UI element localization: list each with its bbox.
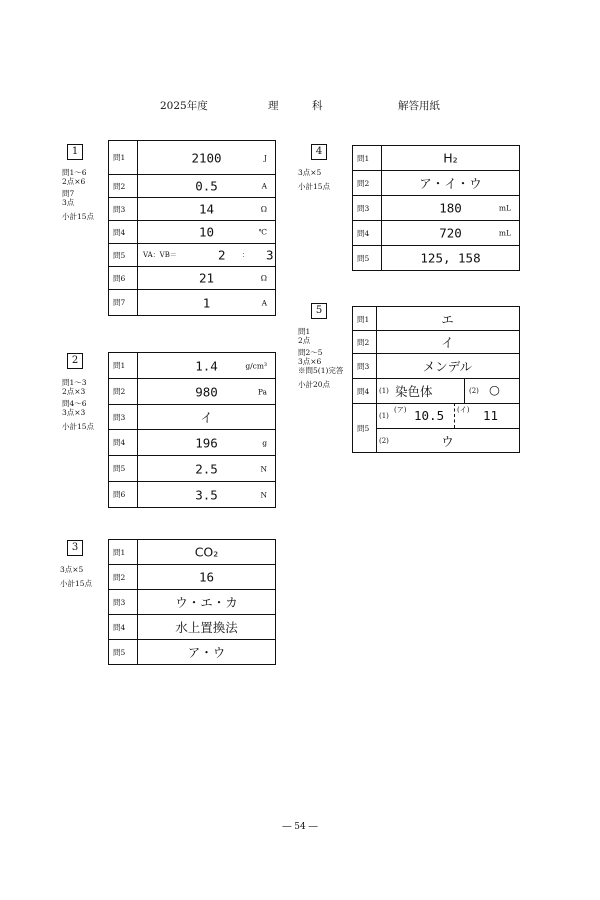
table-row bbox=[353, 171, 520, 196]
table-row bbox=[109, 430, 276, 456]
table-row bbox=[109, 198, 276, 221]
table-row bbox=[109, 290, 276, 316]
question-label: 問3 bbox=[109, 198, 138, 221]
table-row bbox=[109, 590, 276, 615]
question-label: 問5 bbox=[109, 456, 138, 482]
answer-cell: 16 bbox=[138, 565, 276, 590]
question-label: 問2 bbox=[109, 379, 138, 405]
answer-q5-1-a: 10.5 bbox=[414, 408, 445, 423]
answer-cell: 14 Ω bbox=[138, 198, 276, 221]
subpart-label: (2) bbox=[379, 437, 389, 445]
question-label: 問5 bbox=[109, 244, 138, 267]
table-row bbox=[109, 141, 276, 175]
question-label: 問2 bbox=[357, 338, 370, 347]
question-label: 問3 bbox=[357, 362, 370, 371]
answer-cell: 1 A bbox=[138, 290, 276, 316]
section-3-notes: 3点×5 小計15点 bbox=[60, 565, 93, 588]
table-row bbox=[109, 640, 276, 665]
question-label: 問5 bbox=[109, 640, 138, 665]
answer-q4-2: ○ bbox=[489, 382, 500, 397]
table-row bbox=[353, 146, 520, 171]
question-label: 問2 bbox=[353, 171, 382, 196]
answer-q5-1-b: 11 bbox=[483, 408, 499, 423]
answer-cell: イ bbox=[138, 405, 276, 430]
answer-cell: ア・イ・ウ bbox=[382, 171, 520, 196]
ratio-separator: ： bbox=[242, 251, 249, 259]
section-4-table bbox=[352, 145, 520, 271]
table-row bbox=[109, 456, 276, 482]
answer-cell: 125, 158 bbox=[382, 246, 520, 271]
question-label: 問7 bbox=[109, 290, 138, 316]
table-row bbox=[109, 221, 276, 244]
question-label: 問4 bbox=[353, 221, 382, 246]
section-5-notes: 問1 2点 問2～5 3点×6 ※問5(1)完答 小計20点 bbox=[298, 327, 344, 389]
header-year: 2025年度 bbox=[160, 100, 208, 112]
question-label: 問4 bbox=[109, 430, 138, 456]
table-row bbox=[109, 615, 276, 640]
ratio-value-b: 3 bbox=[266, 247, 274, 263]
section-3-number: 3 bbox=[67, 540, 83, 556]
ratio-value-a: 2 bbox=[218, 247, 226, 263]
answer-cell: ウ・エ・カ bbox=[138, 590, 276, 615]
section-5-number: 5 bbox=[311, 303, 327, 319]
question-label: 問4 bbox=[357, 387, 370, 396]
subpart-label: (2) bbox=[469, 387, 479, 395]
question-label: 問4 bbox=[109, 615, 138, 640]
answer-cell: ア・ウ bbox=[138, 640, 276, 665]
header-title: 解答用紙 bbox=[398, 100, 440, 112]
answer-cell: 10 ℃ bbox=[138, 221, 276, 244]
question-label: 問3 bbox=[353, 196, 382, 221]
question-label: 問1 bbox=[109, 141, 138, 175]
question-label: 問5 bbox=[353, 246, 382, 271]
question-label: 問1 bbox=[109, 353, 138, 379]
table-row bbox=[109, 267, 276, 290]
question-label: 問4 bbox=[109, 221, 138, 244]
question-label: 問5 bbox=[357, 424, 370, 433]
answer-cell: 1.4 g/cm³ bbox=[138, 353, 276, 379]
answer-cell: 水上置換法 bbox=[138, 615, 276, 640]
table-row bbox=[109, 379, 276, 405]
answer-cell: 21 Ω bbox=[138, 267, 276, 290]
answer-cell: 720 mL bbox=[382, 221, 520, 246]
header-subject-1: 理 bbox=[268, 100, 279, 112]
section-1-table bbox=[108, 140, 276, 316]
table-row bbox=[109, 540, 276, 565]
answer-cell: 180 mL bbox=[382, 196, 520, 221]
answer-cell: 2.5 N bbox=[138, 456, 276, 482]
table-row bbox=[109, 565, 276, 590]
answer-q3: メンデル bbox=[422, 359, 473, 374]
table-row bbox=[109, 405, 276, 430]
question-label: 問3 bbox=[109, 590, 138, 615]
table-row bbox=[109, 353, 276, 379]
section-4-number: 4 bbox=[311, 144, 327, 160]
page-number: ― 54 ― bbox=[282, 822, 318, 832]
section-1-notes: 問1～6 2点×6 問7 3点 小計15点 bbox=[62, 168, 95, 221]
section-3-table bbox=[108, 539, 276, 665]
question-label: 問6 bbox=[109, 267, 138, 290]
blank-label-b: (イ) bbox=[457, 406, 470, 414]
answer-cell: 0.5 A bbox=[138, 175, 276, 198]
question-label: 問2 bbox=[109, 175, 138, 198]
answer-cell: 3.5 N bbox=[138, 482, 276, 508]
table-row bbox=[109, 244, 276, 267]
section-1-number: 1 bbox=[67, 144, 83, 160]
answer-cell: 196 g bbox=[138, 430, 276, 456]
question-label: 問3 bbox=[109, 405, 138, 430]
answer-q4-1: 染色体 bbox=[395, 384, 433, 399]
section-5-table bbox=[352, 306, 520, 453]
answer-cell: 2100 J bbox=[138, 141, 276, 175]
table-row bbox=[353, 246, 520, 271]
section-2-table bbox=[108, 352, 276, 508]
answer-q2: イ bbox=[441, 335, 454, 350]
blank-label-a: (ア) bbox=[394, 406, 407, 414]
section-2-notes: 問1～3 2点×3 問4～6 3点×3 小計15点 bbox=[62, 378, 95, 431]
answer-cell: H₂ bbox=[382, 146, 520, 171]
answer-q1: エ bbox=[441, 312, 454, 327]
subpart-label: (1) bbox=[379, 387, 389, 395]
question-label: 問1 bbox=[109, 540, 138, 565]
answer-cell bbox=[138, 244, 276, 267]
section-2-number: 2 bbox=[67, 353, 83, 369]
ratio-label: VA：VB＝ bbox=[143, 251, 177, 259]
table-row bbox=[353, 196, 520, 221]
question-label: 問2 bbox=[109, 565, 138, 590]
answer-cell: CO₂ bbox=[138, 540, 276, 565]
section-4-notes: 3点×5 小計15点 bbox=[298, 168, 331, 191]
answer-cell: 980 Pa bbox=[138, 379, 276, 405]
header-subject-2: 科 bbox=[312, 100, 323, 112]
question-label: 問6 bbox=[109, 482, 138, 508]
question-label: 問1 bbox=[353, 146, 382, 171]
table-row bbox=[109, 482, 276, 508]
question-label: 問1 bbox=[357, 315, 370, 324]
table-row bbox=[353, 221, 520, 246]
answer-q5-2: ウ bbox=[441, 434, 454, 449]
subpart-label: (1) bbox=[379, 412, 389, 420]
table-row bbox=[109, 175, 276, 198]
